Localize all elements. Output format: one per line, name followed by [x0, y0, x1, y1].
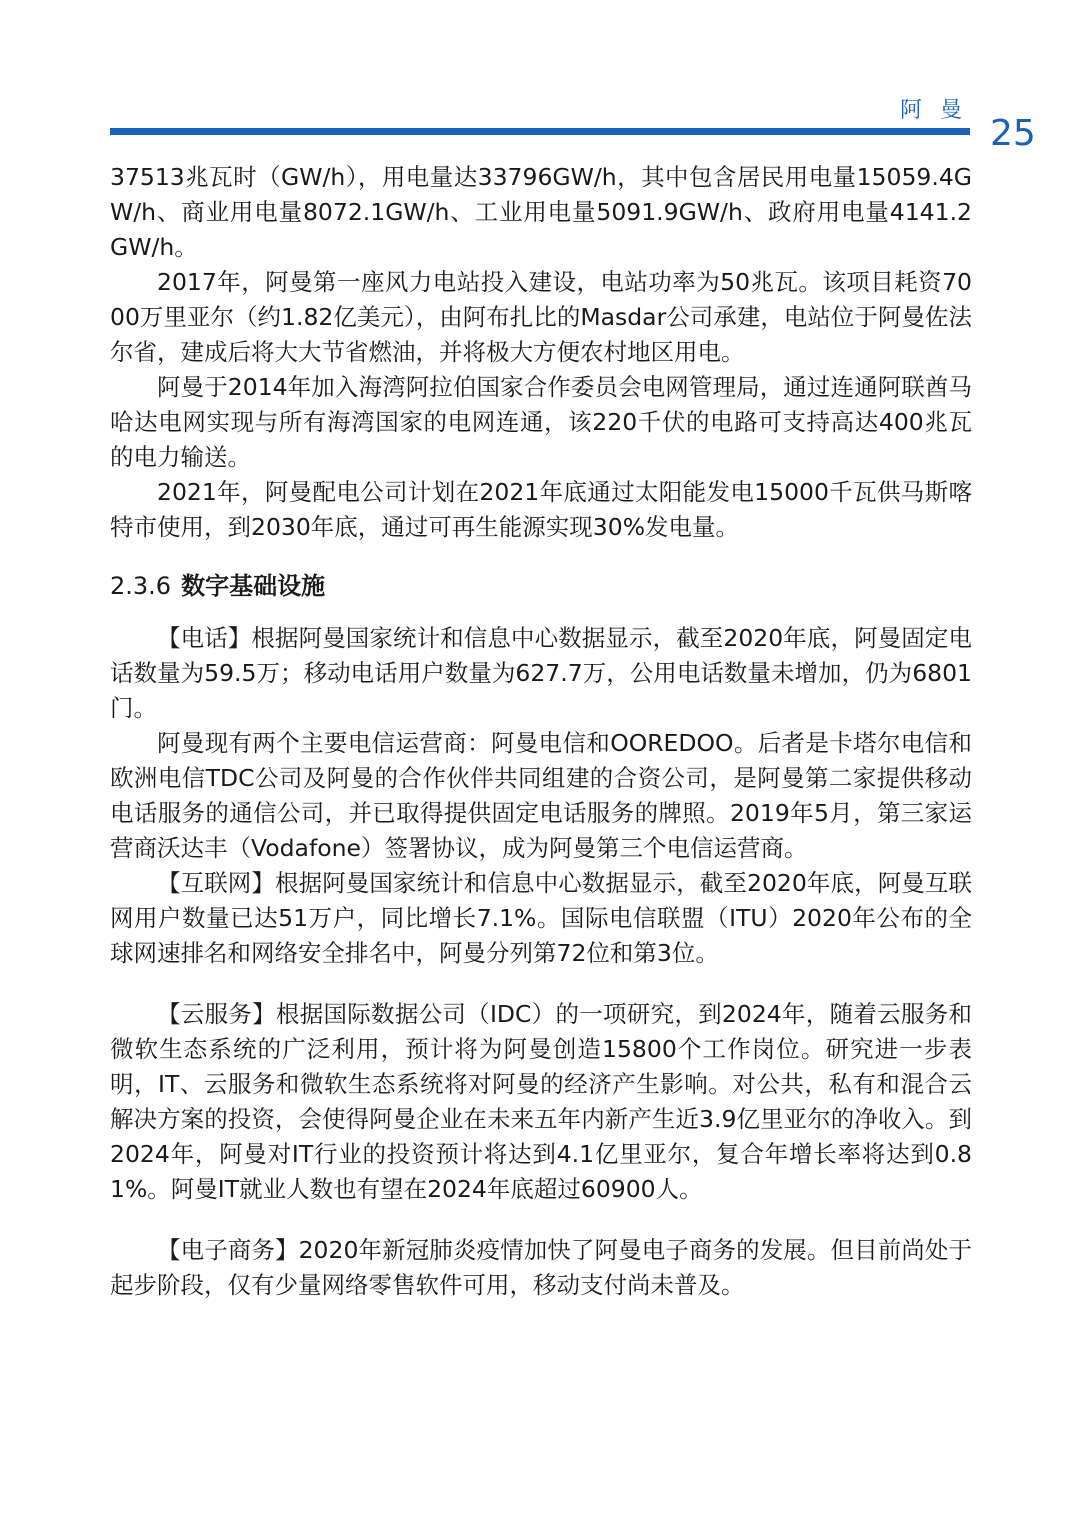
paragraph-wind-power: 2017年，阿曼第一座风力电站投入建设，电站功率为50兆瓦。该项目耗资7000万里亚尔（约1.82亿美元），由阿布扎比的Masdar公司承建，电站位于阿曼佐法尔省，建成后将大大节省燃油，并将极大方便农村地区用电。	[110, 268, 972, 366]
paragraph-ecommerce: 【电子商务】2020年新冠肺炎疫情加快了阿曼电子商务的发展。但目前尚处于起步阶段，仅有少量网络零售软件可用，移动支付尚未普及。	[110, 1236, 972, 1299]
section-heading	[110, 571, 972, 601]
section-title: 数字基础设施	[181, 572, 326, 600]
paragraph-operators: 阿曼现有两个主要电信运营商：阿曼电信和OOREDOO。后者是卡塔尔电信和欧洲电信TDC公司及阿曼的合作伙伴共同组建的合资公司，是阿曼第二家提供移动电话服务的通信公司，并已取得提供固定电话服务的牌照。2019年5月，第三家运营商沃达丰（Vodafone）签署协议，成为阿曼第三个电信运营商。	[110, 729, 972, 862]
running-header-title: 阿曼	[900, 98, 981, 123]
paragraph-cloud: 【云服务】根据国际数据公司（IDC）的一项研究，到2024年，随着云服务和微软生态系统的广泛利用，预计将为阿曼创造15800个工作岗位。研究进一步表明，IT、云服务和微软生态系统将对阿曼的经济产生影响。对公共，私有和混合云解决方案的投资，会使得阿曼企业在未来五年内新产生近3.9亿里亚尔的净收入。到2024年，阿曼对IT行业的投资预计将达到4.1亿里亚尔，复合年增长率将达到0.81%。阿曼IT就业人数也有望在2024年底超过60900人。	[110, 1000, 972, 1203]
page-number: 25	[990, 113, 1036, 154]
paragraph-solar: 2021年，阿曼配电公司计划在2021年底通过太阳能发电15000千瓦供马斯喀特市使用，到2030年底，通过可再生能源实现30%发电量。	[110, 478, 972, 541]
page-body	[110, 160, 972, 1303]
header-rule	[110, 128, 970, 135]
paragraph-continued: 37513兆瓦时（GW/h），用电量达33796GW/h，其中包含居民用电量15059.4GW/h、商业用电量8072.1GW/h、工业用电量5091.9GW/h、政府用电量4141.2GW/h。	[110, 163, 972, 261]
paragraph-internet: 【互联网】根据阿曼国家统计和信息中心数据显示，截至2020年底，阿曼互联网用户数量已达51万户，同比增长7.1%。国际电信联盟（ITU）2020年公布的全球网速排名和网络安全排名中，阿曼分列第72位和第3位。	[110, 869, 972, 967]
paragraph-telephone: 【电话】根据阿曼国家统计和信息中心数据显示，截至2020年底，阿曼固定电话数量为59.5万；移动电话用户数量为627.7万，公用电话数量未增加，仍为6801门。	[110, 624, 972, 722]
paragraph-grid: 阿曼于2014年加入海湾阿拉伯国家合作委员会电网管理局，通过连通阿联酋马哈达电网实现与所有海湾国家的电网连通，该220千伏的电路可支持高达400兆瓦的电力输送。	[110, 373, 972, 471]
section-number: 2.3.6	[110, 572, 172, 600]
